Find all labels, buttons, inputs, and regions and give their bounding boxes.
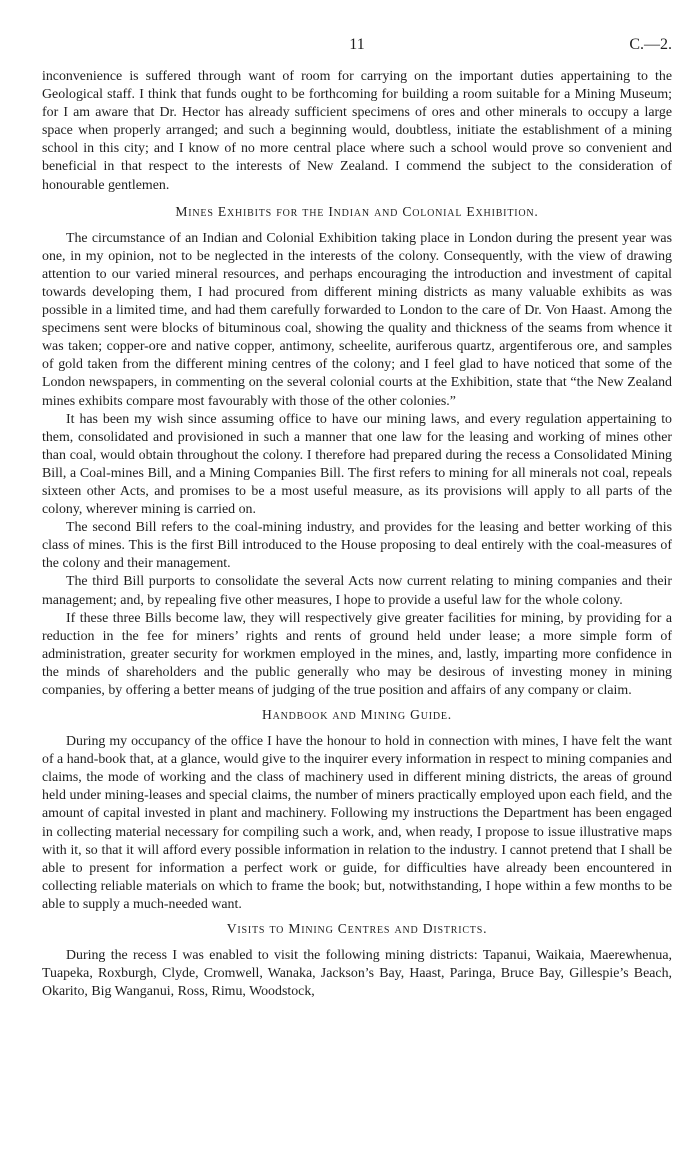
body-paragraph: The second Bill refers to the coal-mining industry, and provides for the leasing and better working of this class of mines. This is the first Bill introduced to the House proposing to deal entirely with the coal-measures of the colony and their management. <box>42 520 672 572</box>
section-heading: Handbook and Mining Guide. <box>262 707 452 723</box>
page-header <box>42 0 672 68</box>
section-handbook <box>42 707 672 914</box>
section-heading: Visits to Mining Centres and Districts. <box>226 921 488 937</box>
body-paragraph: If these three Bills become law, they will respectively give greater facilities for mining, by providing for a reduction in the fee for miners’ rights and rents of ground held under lease; a more simple form of administration, greater security for workmen employed in the mines, and, lastly, imparting more confidence in the minds of shareholders and the public generally who may be desirous of investing money in mining companies, by offering a better means of judging of the true position and affairs of any company or claim. <box>42 610 672 698</box>
section-heading: Mines Exhibits for the Indian and Colonial Exhibition. <box>175 203 539 219</box>
section-mines-exhibits <box>42 204 672 700</box>
paper-reference: C.—2. <box>629 36 672 53</box>
section-visits <box>42 921 672 1001</box>
body-paragraph: The third Bill purports to consolidate the several Acts now current relating to mining companies and their management; and, by repealing five other measures, I hope to provide a useful law for the whole colony. <box>42 574 672 608</box>
body-paragraph: During my occupancy of the office I have the honour to hold in connection with mines, I have felt the want of a hand-book that, at a glance, would give to the inquirer every information in respect to mining companies and claims, the mode of working and the class of machinery used in different mining districts, the areas of ground held under mining-leases and special claims, the number of miners practically employed upon each field, and the amount of capital invested in plant and machinery. Following my instructions the Department has been engaged in collecting material necessary for compiling such a work, and, when ready, I propose to issue illustrative maps with it, so that it will afford every possible information in relation to the industry. I cannot pretend that I shall be able to present for information a perfect work or guide, for difficulties have already been encountered in collecting reliable materials on which to frame the book; but, notwithstanding, I hope within a few months to be able to supply a much-needed want. <box>42 734 672 912</box>
body-paragraph: inconvenience is suffered through want of room for carrying on the important duties appertaining to the Geological staff. I think that funds ought to be forthcoming for building a room suitable for a Mining Museum; for I am aware that Dr. Hector has already sufficient specimens of ores and other minerals to occupy a large space when properly arranged; and such a beginning would, doubtless, initiate the establishment of a mining school in this city; and I know of no more central place where such a school would prove so convenient and beneficial in that respect to the interests of New Zealand. I commend the subject to the consideration of honourable gentlemen. <box>42 69 672 193</box>
body-paragraph: The circumstance of an Indian and Colonial Exhibition taking place in London during the present year was one, in my opinion, not to be neglected in the interests of the colony. Consequently, with the view of drawing attention to our varied mineral resources, and perhaps encouraging the introduction and investment of capital towards developing them, I had procured from different mining districts as many valuable exhibits as was possible in a limited time, and had them carefully forwarded to London to the care of Dr. Von Haast. Among the specimens sent were blocks of bituminous coal, showing the quality and thickness of the seams from whence it was taken; copper-ore and native copper, antimony, scheelite, auriferous quartz, argentiferous ore, and samples of gold taken from the different mining centres of the colony; and I feel glad to have noticed that some of the London newspapers, in commenting on the several colonial courts at the Exhibition, state that “the New Zealand mines exhibits compare most favourably with those of the other colonies.” <box>42 230 672 409</box>
body-paragraph: During the recess I was enabled to visit the following mining districts: Tapanui, Waikaia, Maerewhenua, Tuapeka, Roxburgh, Clyde, Cromwell, Wanaka, Jackson’s Bay, Haast, Paringa, Bruce Bay, Gillespie’s Beach, Okarito, Big Wanganui, Ross, Rimu, Woodstock, <box>42 948 672 1000</box>
page-number: 11 <box>349 36 365 53</box>
section-geological-museum <box>42 68 672 195</box>
body-paragraph: It has been my wish since assuming office to have our mining laws, and every regulation appertaining to them, consolidated and provisioned in such a manner that one law for the leasing and working of mines other than coal, would obtain throughout the colony. I therefore had prepared during the recess a Consolidated Mining Bill, a Coal-mines Bill, and a Mining Companies Bill. The first refers to mining for all minerals not coal, repeals sixteen other Acts, and promises to be a most useful measure, as its provisions will apply to all parts of the colony, wherever mining is carried on. <box>42 411 672 518</box>
